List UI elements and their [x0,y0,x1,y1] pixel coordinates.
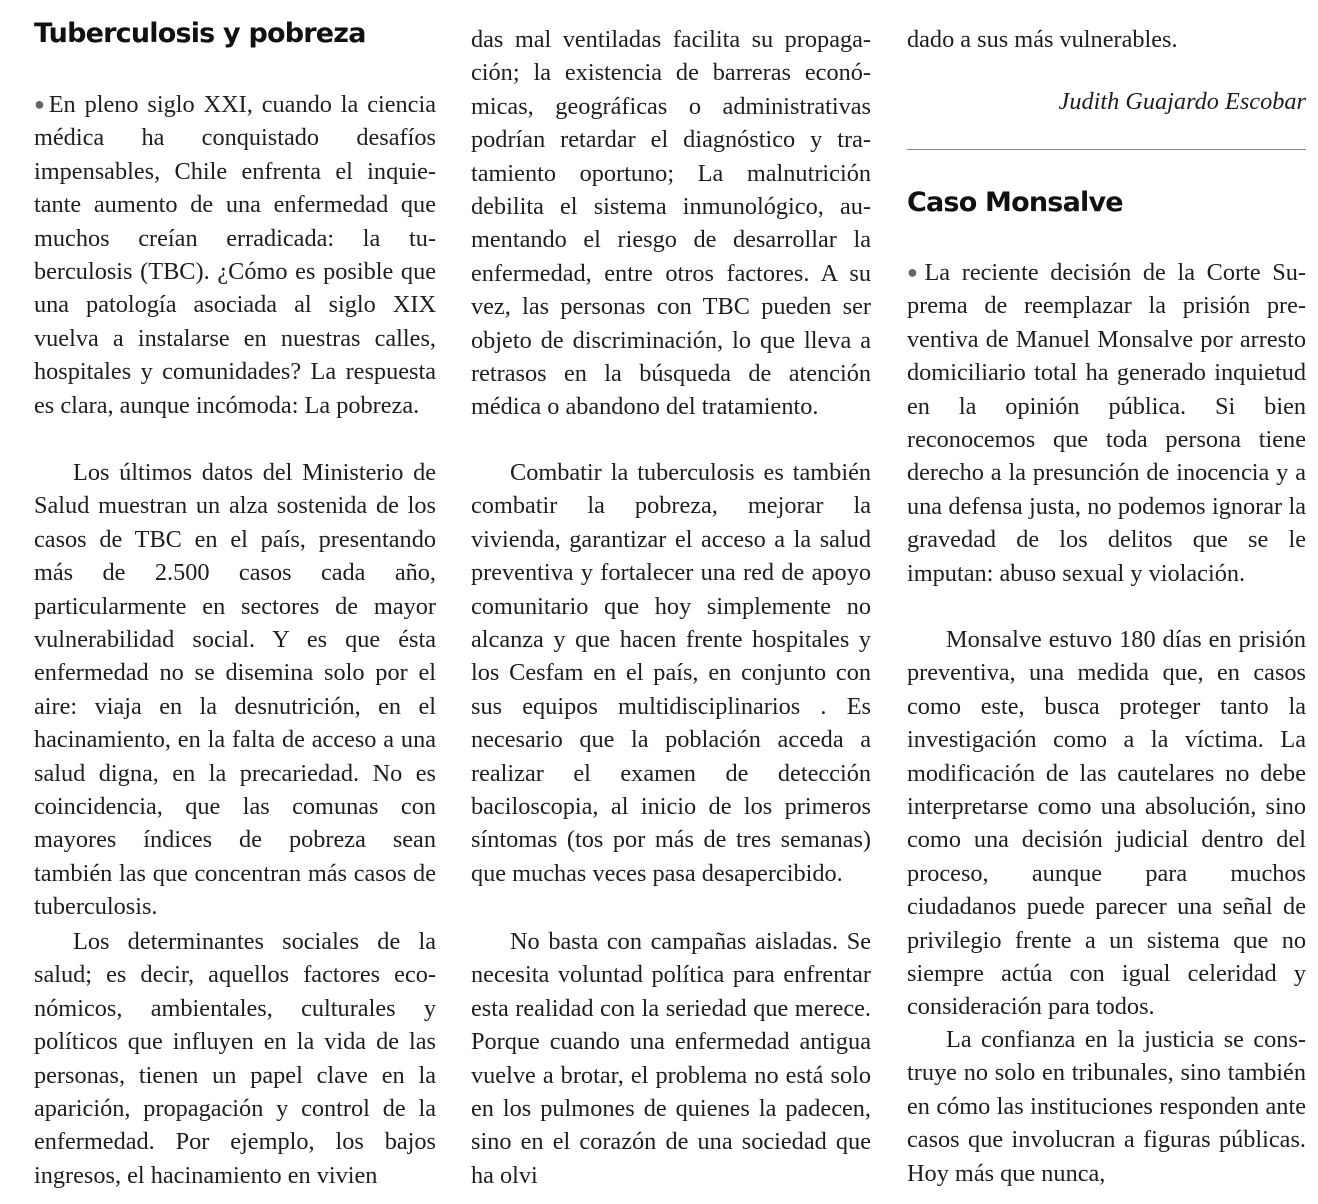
paragraph-text: En pleno siglo XXI, cuando la ciencia médica ha conquistado desafíos impensables, Chile enfrenta el inquietante aumento de una enfermedad que muchos creían erradicada: la tuberculosis (TBC). ¿Cómo es posible que una patología asociada al siglo XIX vuelva a instalarse en nuestras calles, hospitales y comunidades? La respuesta es clara, aunque incómoda: La pobreza. [34,91,436,419]
paragraph: Los determinantes sociales de la salud; es decir, aquellos factores económicos, ambientales, culturales y políticos que influyen en la vida de las personas, tienen un papel clave en la aparición, propagación y control de la enfermedad. Por ejemplo, los bajos ingresos, el hacinamiento en vivien [34,928,436,1189]
paragraph: das mal ventiladas facilita su propagación; la existencia de barreras económicas, geográficas o administrativas podrían retardar el diagnóstico y tratamiento oportuno; La malnutrición debilita el sistema inmunológico, aumentando el riesgo de desarrollar la enfermedad, entre otros factores. A su vez, las personas con TBC pueden ser objeto de discriminación, lo que lleva a retrasos en la búsqueda de atención médica o abandono del tratamiento. [471,26,871,421]
paragraph-text: La reciente decisión de la Corte Suprema de reemplazar la prisión preventiva de Manuel Monsalve por arresto domiciliario total ha generado inquietud en la opinión pública. Si bien reconocemos que toda persona tiene derecho a la presunción de inocencia y a una defensa justa, no podemos ignorar la gravedad de los delitos que se le imputan: abuso sexual y violación. [907,259,1307,587]
section-divider [907,149,1306,150]
paragraph: Los últimos datos del Ministerio de Salud muestran un alza sostenida de los casos de TBC en el país, presentando más de 2.500 casos cada año, particularmente en sectores de mayor vulnerabilidad social. Y es que ésta enfermedad no se disemina solo por el aire: viaja en la desnutrición, en el hacinamiento, en la falta de acceso a una salud digna, en la precariedad. No es coincidencia, que las comunas con mayores índices de pobreza sean también las que concentran más casos de tuberculosis. [34,459,436,921]
paragraph: La confianza en la justicia se construye no solo en tribunales, sino también en cómo las instituciones responden ante casos que involucran a figuras públicas. Hoy más que nunca, [907,1026,1306,1187]
article-title-monsalve: Caso Monsalve [907,187,1123,218]
paragraph: Monsalve estuvo 180 días en prisión preventiva, una medida que, en casos como este, busca proteger tanto la investigación como a la víctima. La modificación de las cautelares no debe interpretarse como una absolución, sino como una decisión judicial dentro del proceso, aunque para muchos ciudadanos puede parecer una señal de privilegio frente a un sistema que no siempre actúa con igual celeridad y consideración para todos. [907,626,1306,1021]
paragraph: dado a sus más vulnerables. [907,26,1178,53]
paragraph: No basta con campañas aisladas. Se necesita voluntad política para enfrentar esta realidad con la seriedad que merece. Porque cuando una enfermedad antigua vuelve a brotar, el problema no está solo en los pulmones de quienes la padecen, sino en el corazón de una sociedad que ha olvi [471,928,871,1189]
paragraph [907,256,1306,590]
bullet-icon: ● [907,262,924,282]
author-signature: Judith Guajardo Escobar [1058,88,1306,115]
article-title-tuberculosis: Tuberculosis y pobreza [34,18,366,49]
paragraph: Combatir la tuberculosis es también combatir la pobreza, mejorar la vivienda, garantizar el acceso a la salud preventiva y fortalecer una red de apoyo comunitario que hoy simplemente no alcanza y que hacen frente hospitales y los Cesfam en el país, en conjunto con sus equipos multidisciplinarios . Es necesario que la población acceda a realizar el examen de detección baciloscopia, al inicio de los primeros síntomas (tos por más de tres semanas) que muchas veces pasa desapercibido. [471,459,871,887]
bullet-icon: ● [34,94,48,114]
paragraph [34,88,436,422]
